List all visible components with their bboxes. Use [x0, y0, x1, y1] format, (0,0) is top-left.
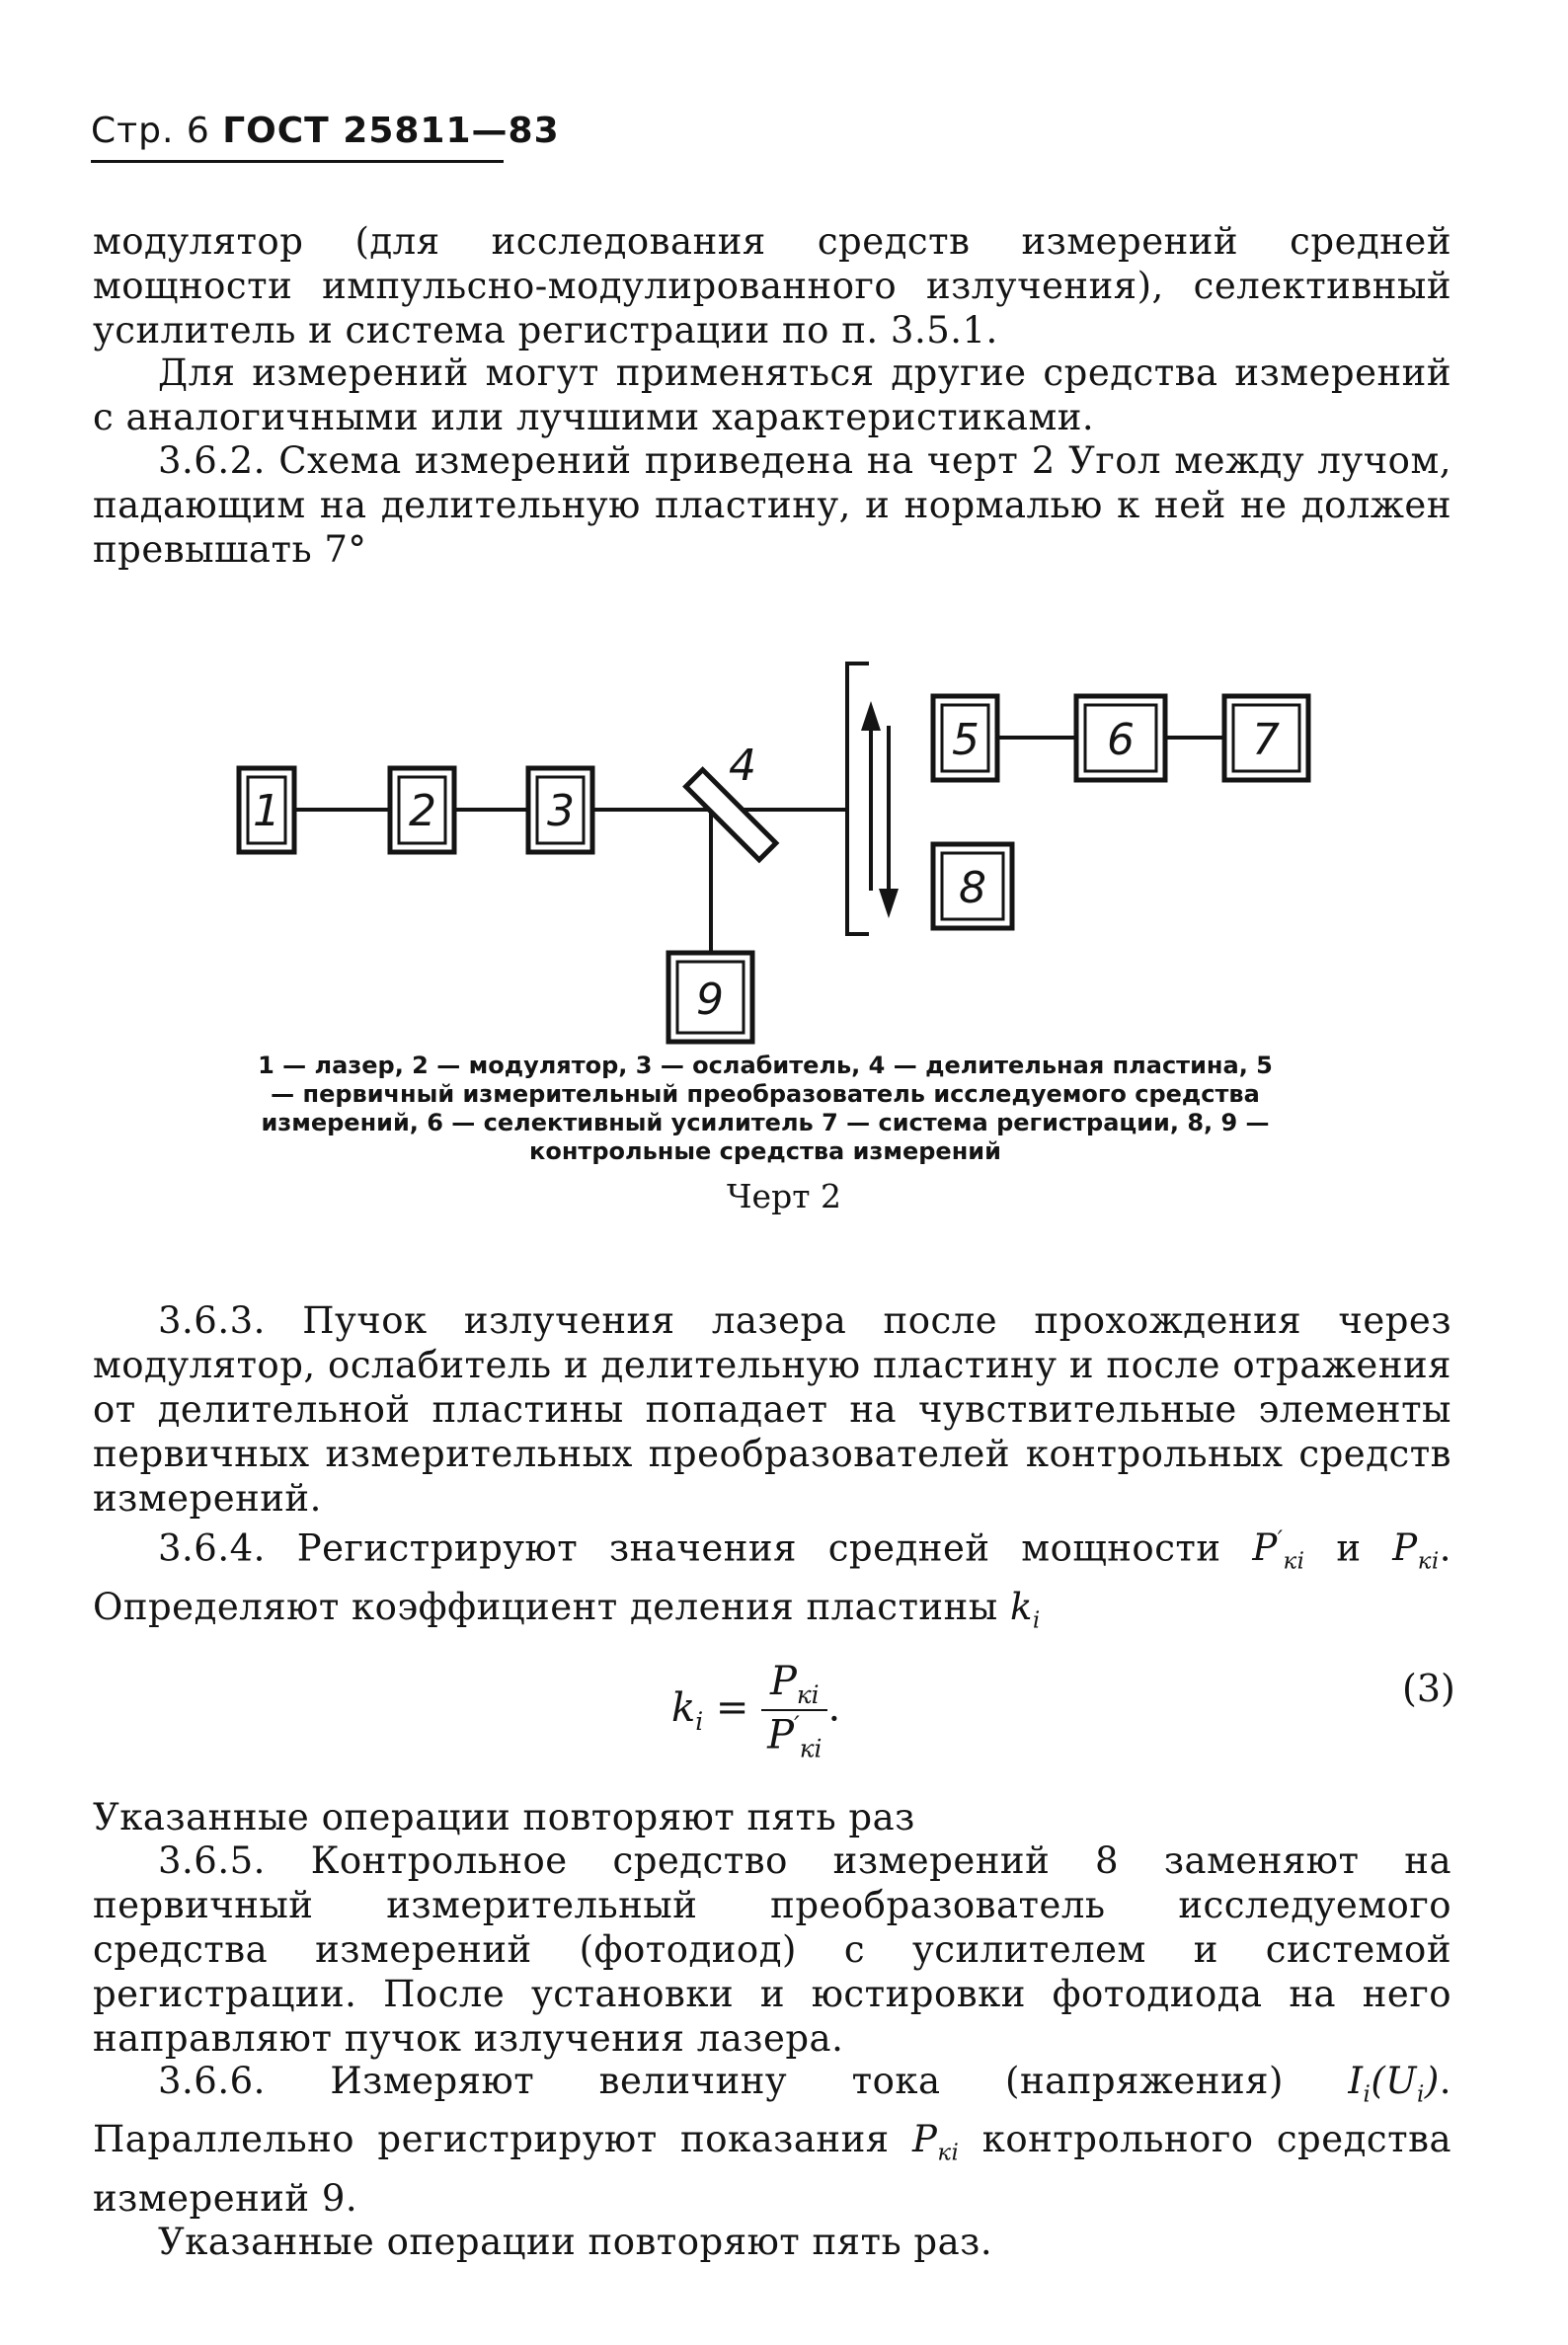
box-laser	[239, 768, 294, 852]
symbol-current: $I_i(U_i)$	[1348, 2060, 1440, 2108]
box-5-label: 5	[952, 715, 980, 765]
paragraph-3-6-6	[93, 2059, 1451, 2221]
paragraph-3-6-6-text-b: . Параллельно регистрируют показания	[93, 2060, 1452, 2161]
subscript-ki: кi	[1417, 1548, 1440, 1575]
box-attenuator	[528, 768, 592, 852]
paragraph-3-6-4-text-b: Определяют коэффициент деления пластины	[93, 1585, 998, 1628]
symbol-p: P	[1252, 1526, 1278, 1570]
paragraph-modulator: модулятор (для исследования средств измерений средней мощности импульсно-модулированного излучения), селективный усилитель и система регистрации по п. 3.5.1.	[93, 220, 1451, 352]
box-selective-amplifier	[1076, 696, 1165, 780]
subscript-ki: кi	[796, 1681, 820, 1709]
page-header	[91, 111, 560, 151]
symbol-p: P	[769, 1659, 797, 1704]
measurement-scheme-diagram	[0, 632, 1568, 1047]
box-registration-system	[1224, 696, 1308, 780]
equation-number: (3)	[1402, 1667, 1455, 1710]
paragraph-3-6-3: 3.6.3. Пучок излучения лазера после прохождения через модулятор, ослабитель и делительную пластину и после отражения от делительной пластины попадает на чувствительные элементы первичных измерительных преобразователей контрольных средств измерений.	[93, 1299, 1451, 1520]
box-control-instrument-9	[668, 953, 752, 1042]
box-modulator	[390, 768, 454, 852]
detector-mount	[847, 664, 899, 934]
page-number: 6	[186, 111, 210, 151]
paragraph-3-6-4-text-a: 3.6.4. Регистрируют значения средней мощности	[158, 1526, 1221, 1570]
symbol-i: I	[1348, 2060, 1364, 2102]
arrow-up-icon	[861, 701, 881, 731]
paragraph-repeat-1: Указанные операции повторяют пять раз	[93, 1796, 915, 1838]
paragraph-3-6-5: 3.6.5. Контрольное средство измерений 8 заменяют на первичный измерительный преобразователь исследуемого средства измерений (фотодиод) с усилителем и системой регистрации. После установки и юстировки фотодиода на него направляют пучок излучения лазера.	[93, 1839, 1451, 2060]
prime-mark: ′	[794, 1711, 800, 1740]
symbol-p: P	[767, 1712, 795, 1759]
symbol-k-i	[1009, 1585, 1041, 1634]
equals-sign: =	[715, 1684, 749, 1731]
symbol-k: k	[671, 1684, 696, 1731]
box-7-label: 7	[1252, 715, 1280, 765]
standard-code: ГОСТ 25811—83	[222, 111, 560, 151]
fraction-denominator	[761, 1711, 827, 1762]
fraction-numerator	[761, 1659, 827, 1711]
box-control-instrument-8	[933, 844, 1012, 928]
subscript-ki: кi	[799, 1734, 823, 1763]
box-8-label: 8	[959, 863, 986, 913]
symbol-p-ki	[1392, 1526, 1440, 1575]
symbol-p-ki	[911, 2118, 960, 2166]
subscript-i: i	[1416, 2081, 1425, 2108]
symbol-p: P	[911, 2118, 938, 2161]
header-rule	[91, 160, 504, 163]
box-primary-transducer	[933, 696, 997, 780]
period: .	[827, 1684, 841, 1731]
symbol-u: U	[1385, 2060, 1417, 2102]
subscript-ki: кi	[1283, 1548, 1305, 1575]
box-1-label: 1	[253, 786, 280, 836]
subscript-i: i	[695, 1706, 704, 1736]
symbol-k: k	[1009, 1585, 1033, 1628]
formula-lhs	[671, 1684, 704, 1736]
page-prefix: Стр.	[91, 111, 175, 151]
paragraph-other-instruments: Для измерений могут применяться другие средства измерений с аналогичными или лучшими характеристиками.	[93, 352, 1451, 438]
paragraph-repeat-2: Указанные операции повторяют пять раз.	[158, 2221, 993, 2263]
box-6-label: 6	[1107, 715, 1135, 765]
paragraph-3-6-4: 3.6.4. Регистрируют значения средней мощности $P'_{кi}$ и $P_{кi}$. Определяют коэффициент деления пластины $k_i$	[93, 1526, 1451, 1634]
arrow-down-icon	[879, 889, 899, 918]
subscript-i: i	[1363, 2081, 1372, 2108]
splitter-plate	[686, 741, 776, 860]
figure-label: Черт 2	[727, 1177, 841, 1215]
paragraph-3-6-2: 3.6.2. Схема измерений приведена на черт 2 Угол между лучом, падающим на делительную пластину, и нормалью к ней не должен превышать 7°	[93, 439, 1451, 571]
symbol-p: P	[1392, 1526, 1418, 1570]
prime-mark: ′	[1277, 1527, 1284, 1553]
symbol-p-prime	[1252, 1526, 1305, 1575]
paragraph-3-6-6-text-a: 3.6.6. Измеряют величину тока (напряжения)	[158, 2060, 1284, 2102]
plate-4-label: 4	[729, 741, 756, 791]
formula-3	[671, 1659, 840, 1762]
box-3-label: 3	[547, 786, 575, 836]
box-2-label: 2	[409, 786, 436, 836]
paragraph-3-6-6-text-c: контрольного средства измерений 9.	[93, 2118, 1451, 2220]
subscript-ki: кi	[937, 2140, 960, 2166]
conjunction: и	[1336, 1526, 1362, 1570]
figure-caption: 1 — лазер, 2 — модулятор, 3 — ослабитель, 4 — делительная пластина, 5 — первичный измерительный преобразователь исследуемого средства измерений, 6 — селективный усилитель 7 — система регистрации, 8, 9 — контрольные средства измерений	[258, 1052, 1273, 1165]
box-9-label: 9	[696, 975, 724, 1025]
fraction	[761, 1659, 827, 1762]
subscript-i: i	[1032, 1607, 1041, 1634]
